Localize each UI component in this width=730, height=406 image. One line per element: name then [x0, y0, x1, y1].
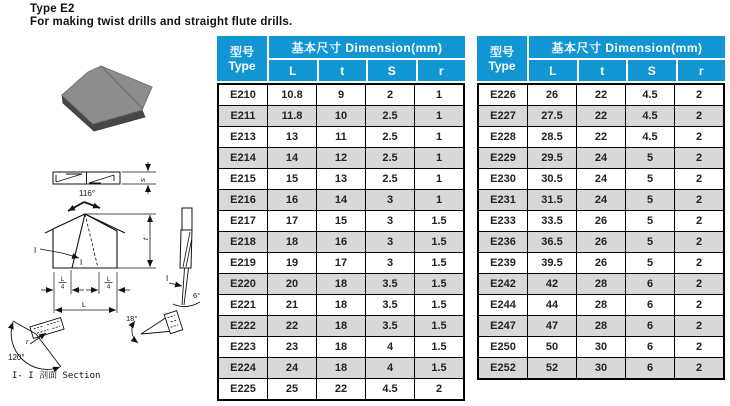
type-cell: E236: [479, 232, 527, 252]
value-cell: 9: [317, 85, 365, 105]
side-view: [166, 208, 200, 307]
value-cell: 6: [626, 337, 674, 357]
table-header: [217, 36, 465, 81]
type-cell: E233: [479, 211, 527, 231]
type-cell: E218: [219, 232, 267, 252]
table-row: [219, 253, 463, 273]
table-row: [219, 127, 463, 147]
value-cell: 1.5: [415, 211, 463, 231]
page-subtitle: For making twist drills and straight flute drills.: [30, 16, 293, 28]
value-cell: 23: [268, 337, 316, 357]
type-cell: E215: [219, 169, 267, 189]
value-cell: 22: [268, 316, 316, 336]
type-cell: E224: [219, 358, 267, 378]
value-cell: 1: [415, 148, 463, 168]
table-row: [479, 232, 723, 252]
value-cell: 2: [675, 358, 723, 378]
value-cell: 28: [577, 295, 625, 315]
value-cell: 19: [268, 253, 316, 273]
value-cell: 42: [528, 274, 576, 294]
value-cell: 5: [626, 169, 674, 189]
table-row: [479, 253, 723, 273]
type-cell: E217: [219, 211, 267, 231]
value-cell: 1: [415, 106, 463, 126]
type-header-cell: [477, 36, 527, 81]
type-cell: E221: [219, 295, 267, 315]
value-cell: 29.5: [528, 148, 576, 168]
value-cell: 22: [577, 127, 625, 147]
angle-120-label: 120°: [8, 353, 25, 362]
front-view: [34, 189, 156, 313]
value-cell: 3.5: [366, 274, 414, 294]
table-row: [479, 337, 723, 357]
value-cell: 2: [675, 232, 723, 252]
plan-view: [53, 162, 156, 194]
col-header-r: r: [418, 60, 466, 81]
angle-6-label: 6°: [193, 291, 201, 300]
type-cell: E244: [479, 295, 527, 315]
table-row: [479, 85, 723, 105]
value-cell: 4.5: [626, 85, 674, 105]
value-cell: 2: [675, 295, 723, 315]
type-cell: E250: [479, 337, 527, 357]
value-cell: 26: [577, 211, 625, 231]
type-cell: E223: [219, 337, 267, 357]
value-cell: 1.5: [415, 295, 463, 315]
value-cell: 5: [626, 190, 674, 210]
dimension-table-1: [217, 36, 465, 401]
value-cell: 24: [577, 190, 625, 210]
type-cell: E213: [219, 127, 267, 147]
value-cell: 24: [268, 358, 316, 378]
table-row: [219, 232, 463, 252]
value-cell: 47: [528, 316, 576, 336]
type-header-zh: 型号: [229, 44, 254, 59]
value-cell: 1: [415, 85, 463, 105]
value-cell: 11: [317, 127, 365, 147]
value-cell: 26: [528, 85, 576, 105]
insert-3d-pictogram: [62, 66, 152, 131]
col-header-L: L: [269, 60, 317, 81]
type-cell: E226: [479, 85, 527, 105]
type-cell: E214: [219, 148, 267, 168]
value-cell: 2.5: [366, 148, 414, 168]
dim-L4-left-label: [59, 277, 67, 291]
table-row: [479, 169, 723, 189]
value-cell: 4.5: [626, 106, 674, 126]
value-cell: 6: [626, 274, 674, 294]
value-cell: 3.5: [366, 316, 414, 336]
page-title-block: [30, 3, 292, 29]
value-cell: 21: [268, 295, 316, 315]
dim-s-label: s: [138, 178, 147, 182]
table-row: [479, 148, 723, 168]
table-row: [219, 211, 463, 231]
table-row: [219, 85, 463, 105]
value-cell: 22: [577, 85, 625, 105]
value-cell: 30: [577, 337, 625, 357]
value-cell: 14: [268, 148, 316, 168]
technical-drawing: [0, 50, 215, 406]
table-row: [479, 274, 723, 294]
col-header-L: L: [529, 60, 577, 81]
value-cell: 39.5: [528, 253, 576, 273]
value-cell: 18: [317, 337, 365, 357]
value-cell: 2: [675, 148, 723, 168]
value-cell: 2: [675, 190, 723, 210]
table-body: [477, 83, 725, 380]
value-cell: 26: [577, 253, 625, 273]
value-cell: 2: [675, 127, 723, 147]
value-cell: 3: [366, 211, 414, 231]
value-cell: 17: [268, 211, 316, 231]
value-cell: 6: [626, 316, 674, 336]
value-cell: 11.8: [268, 106, 316, 126]
value-cell: 1.5: [415, 253, 463, 273]
angle-18-label: 18°: [126, 314, 138, 323]
value-cell: 28.5: [528, 127, 576, 147]
value-cell: 1: [415, 127, 463, 147]
section-I-side-label: I: [166, 274, 169, 283]
value-cell: 52: [528, 358, 576, 378]
col-header-t: t: [319, 60, 367, 81]
col-header-S: S: [368, 60, 416, 81]
svg-text:4: 4: [106, 284, 111, 291]
type-header-en: Type: [488, 58, 516, 73]
value-cell: 20: [268, 274, 316, 294]
value-cell: 24: [577, 169, 625, 189]
value-cell: 28: [577, 274, 625, 294]
value-cell: 2: [366, 85, 414, 105]
value-cell: 25: [268, 379, 316, 399]
table-row: [219, 274, 463, 294]
value-cell: 1.5: [415, 274, 463, 294]
value-cell: 2: [675, 337, 723, 357]
col-header-t: t: [579, 60, 627, 81]
value-cell: 1.5: [415, 337, 463, 357]
table-row: [219, 106, 463, 126]
type-cell: E230: [479, 169, 527, 189]
table-row: [479, 106, 723, 126]
page-title: Type E2: [30, 3, 75, 15]
value-cell: 10: [317, 106, 365, 126]
table-row: [479, 190, 723, 210]
value-cell: 2.5: [366, 169, 414, 189]
table-row: [219, 295, 463, 315]
dim-L-label: L: [81, 300, 87, 309]
value-cell: 5: [626, 211, 674, 231]
value-cell: 16: [317, 232, 365, 252]
value-cell: 6: [626, 295, 674, 315]
type-cell: E228: [479, 127, 527, 147]
type-cell: E220: [219, 274, 267, 294]
table-row: [219, 190, 463, 210]
value-cell: 2: [675, 211, 723, 231]
value-cell: 22: [577, 106, 625, 126]
type-cell: E229: [479, 148, 527, 168]
value-cell: 22: [317, 379, 365, 399]
value-cell: 18: [317, 274, 365, 294]
value-cell: 12: [317, 148, 365, 168]
value-cell: 14: [317, 190, 365, 210]
value-cell: 2.5: [366, 127, 414, 147]
detail-18-degree: [126, 311, 183, 343]
table-row: [219, 379, 463, 399]
dimension-header-cell: 基本尺寸 Dimension(mm): [269, 36, 465, 58]
section-I-lower-label: I: [80, 258, 83, 267]
type-cell: E231: [479, 190, 527, 210]
value-cell: 3.5: [366, 295, 414, 315]
value-cell: 3: [366, 253, 414, 273]
type-cell: E211: [219, 106, 267, 126]
table-header: [477, 36, 725, 81]
col-header-r: r: [678, 60, 726, 81]
value-cell: 10.8: [268, 85, 316, 105]
value-cell: 6: [626, 358, 674, 378]
section-I-upper-label: I: [34, 246, 37, 255]
value-cell: 1.5: [415, 316, 463, 336]
table-row: [219, 316, 463, 336]
angle-116-label: 116°: [79, 189, 95, 198]
value-cell: 17: [317, 253, 365, 273]
table-row: [479, 295, 723, 315]
value-cell: 18: [317, 316, 365, 336]
value-cell: 1.5: [415, 232, 463, 252]
table-row: [479, 127, 723, 147]
table-row: [219, 337, 463, 357]
svg-text:4: 4: [60, 284, 65, 291]
type-cell: E216: [219, 190, 267, 210]
col-header-S: S: [628, 60, 676, 81]
type-cell: E225: [219, 379, 267, 399]
value-cell: 2: [675, 106, 723, 126]
dimension-table-2: [477, 36, 725, 380]
value-cell: 2: [675, 253, 723, 273]
value-cell: 2: [675, 316, 723, 336]
radius-r-label: r: [26, 337, 29, 346]
table-body: [217, 83, 465, 401]
value-cell: 50: [528, 337, 576, 357]
type-cell: E252: [479, 358, 527, 378]
value-cell: 2: [675, 85, 723, 105]
value-cell: 5: [626, 232, 674, 252]
table-row: [219, 169, 463, 189]
table-row: [479, 211, 723, 231]
value-cell: 15: [317, 211, 365, 231]
type-header-en: Type: [228, 58, 256, 73]
value-cell: 16: [268, 190, 316, 210]
value-cell: 24: [577, 148, 625, 168]
value-cell: 4.5: [366, 379, 414, 399]
type-cell: E227: [479, 106, 527, 126]
value-cell: 4: [366, 358, 414, 378]
value-cell: 4: [366, 337, 414, 357]
dimension-header-cell: 基本尺寸 Dimension(mm): [529, 36, 725, 58]
value-cell: 18: [268, 232, 316, 252]
type-cell: E239: [479, 253, 527, 273]
type-cell: E219: [219, 253, 267, 273]
type-cell: E247: [479, 316, 527, 336]
value-cell: 2: [675, 274, 723, 294]
value-cell: 5: [626, 148, 674, 168]
type-header-zh: 型号: [489, 44, 514, 59]
value-cell: 26: [577, 232, 625, 252]
value-cell: 4.5: [626, 127, 674, 147]
value-cell: 44: [528, 295, 576, 315]
table-row: [219, 358, 463, 378]
value-cell: 18: [317, 358, 365, 378]
value-cell: 18: [317, 295, 365, 315]
svg-text:L: L: [60, 277, 65, 283]
type-cell: E242: [479, 274, 527, 294]
value-cell: 13: [317, 169, 365, 189]
detail-120-degree: [8, 318, 64, 370]
value-cell: 30.5: [528, 169, 576, 189]
value-cell: 5: [626, 253, 674, 273]
value-cell: 2: [675, 169, 723, 189]
value-cell: 3: [366, 190, 414, 210]
value-cell: 30: [577, 358, 625, 378]
value-cell: 27.5: [528, 106, 576, 126]
value-cell: 3: [366, 232, 414, 252]
value-cell: 15: [268, 169, 316, 189]
svg-text:L: L: [106, 277, 111, 283]
value-cell: 28: [577, 316, 625, 336]
table-row: [479, 358, 723, 378]
section-caption: I- I 剖面 Section: [12, 371, 101, 381]
value-cell: 2.5: [366, 106, 414, 126]
table-row: [479, 316, 723, 336]
value-cell: 1: [415, 190, 463, 210]
type-header-cell: [217, 36, 267, 81]
value-cell: 1.5: [415, 358, 463, 378]
value-cell: 13: [268, 127, 316, 147]
type-cell: E222: [219, 316, 267, 336]
value-cell: 31.5: [528, 190, 576, 210]
table-row: [219, 148, 463, 168]
value-cell: 1: [415, 169, 463, 189]
type-cell: E210: [219, 85, 267, 105]
value-cell: 33.5: [528, 211, 576, 231]
value-cell: 2: [415, 379, 463, 399]
value-cell: 36.5: [528, 232, 576, 252]
dim-t-label: t: [141, 237, 150, 241]
dim-L4-right-label: [105, 277, 113, 291]
